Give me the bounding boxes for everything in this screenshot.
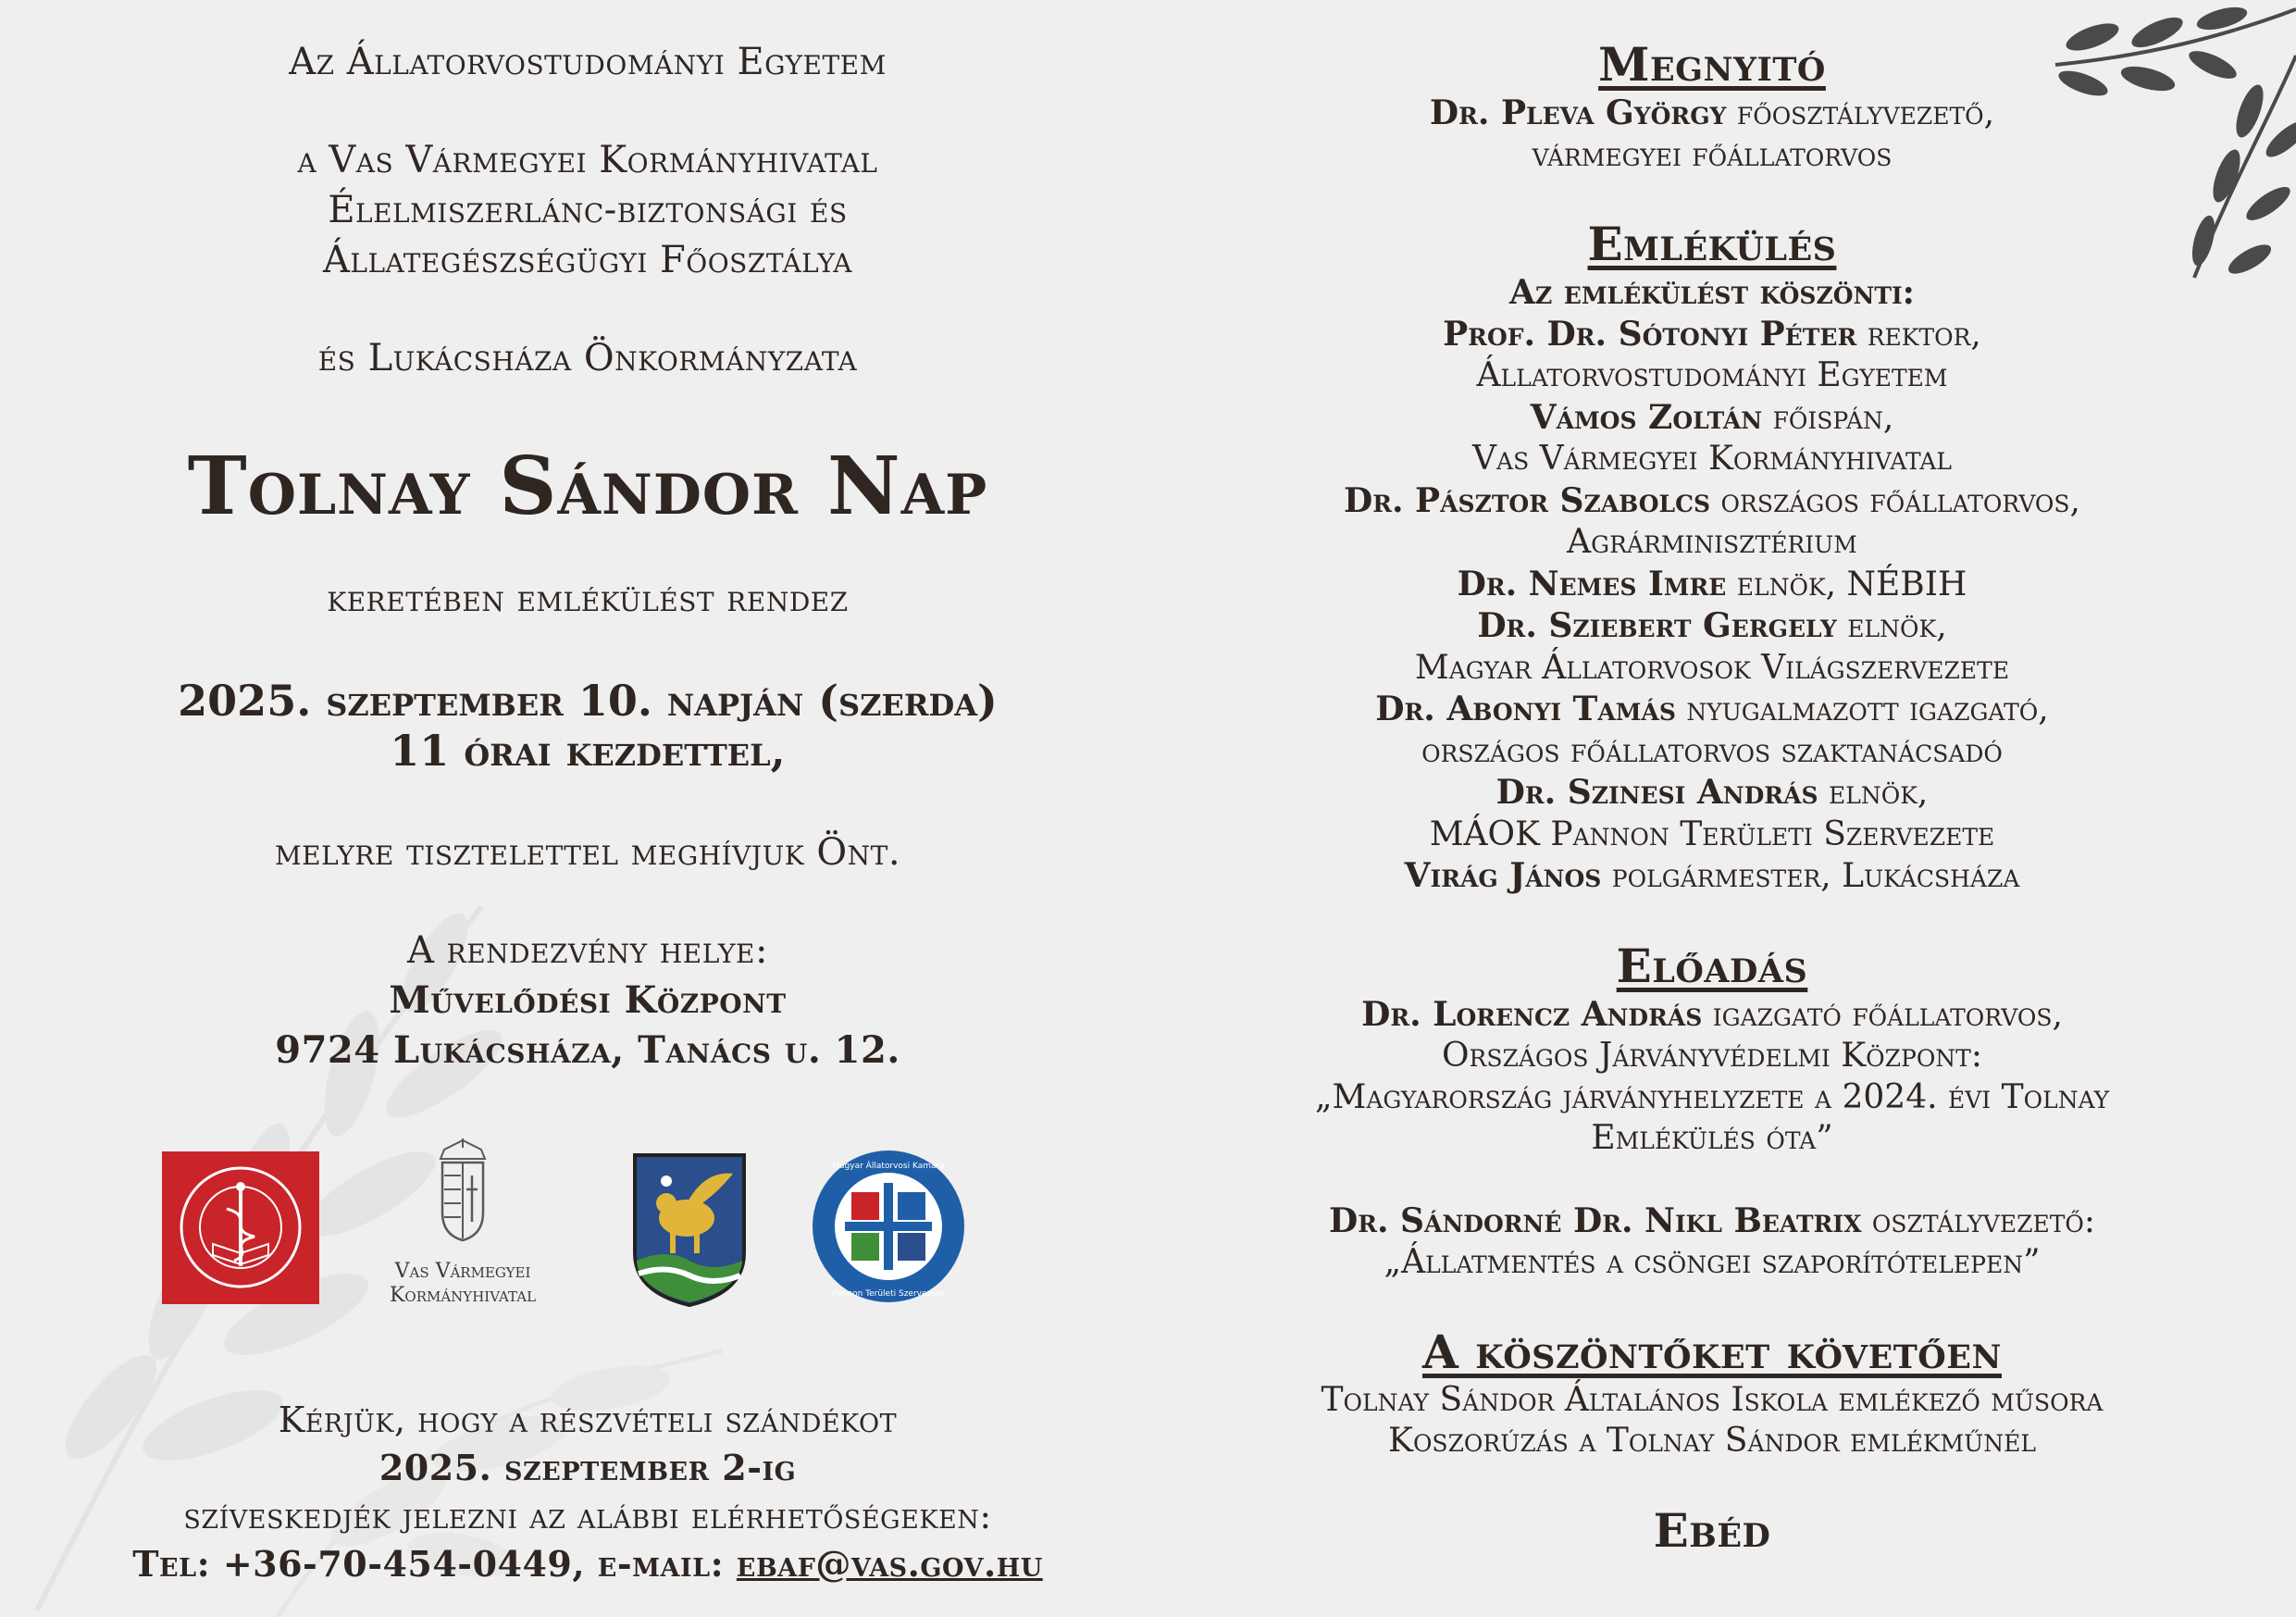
speaker-name: Dr. Pásztor Szabolcs xyxy=(1344,480,1711,520)
memorial-speaker xyxy=(1222,314,2203,356)
speaker-organization: Vas Vármegyei Kormányhivatal xyxy=(1472,440,1952,478)
event-subtitle: keretében emlékülést rendez xyxy=(327,578,849,620)
opening-speaker xyxy=(1222,93,2203,135)
invitation-sentence: melyre tisztelettel meghívjuk Önt. xyxy=(274,831,901,874)
speaker-role: rektor, xyxy=(1856,315,1981,354)
contact-email-link[interactable]: ebaf@vas.gov.hu xyxy=(736,1543,1043,1585)
speaker-role: főosztályvezető, xyxy=(1726,94,1995,132)
speaker-role: igazgató főállatorvos, xyxy=(1702,995,2063,1034)
kormanyhivatal-label-1: Vas Vármegyei xyxy=(394,1260,531,1283)
contact-line xyxy=(74,1540,1101,1588)
lukacshaza-coat-of-arms xyxy=(629,1151,750,1309)
lecture-title: „Állatmentés a csöngei szaporítótelepen” xyxy=(1384,1243,2041,1281)
university-logo xyxy=(162,1151,319,1304)
speaker-role: elnök, NÉBIH xyxy=(1726,565,1967,603)
speaker-name: Dr. Nemes Imre xyxy=(1457,564,1727,603)
chamber-logo xyxy=(810,1148,967,1305)
speaker-role: országos főállatorvos, xyxy=(1710,481,2080,520)
speaker-name: Virág János xyxy=(1404,856,1602,895)
memorial-speaker xyxy=(1222,480,2203,523)
organizer-office-line-1: a Vas Vármegyei Kormányhivatal xyxy=(297,139,878,181)
venue-name: Művelődési Központ xyxy=(389,978,787,1022)
event-time: 11 órai kezdettel, xyxy=(390,726,786,776)
rsvp-request: Kérjük, hogy a részvételi szándékot xyxy=(278,1399,898,1440)
lecture-speaker xyxy=(1222,994,2203,1037)
speaker-name: Dr. Sándorné Dr. Nikl Beatrix xyxy=(1329,1200,1862,1240)
opening-speaker-role: vármegyei főállatorvos xyxy=(1532,135,1893,174)
speaker-name: Dr. Szinesi András xyxy=(1496,773,1818,812)
rsvp-instruction: szíveskedjék jelezni az alábbi elérhetőségeken: xyxy=(183,1496,992,1536)
memorial-speaker xyxy=(1222,689,2203,731)
rsvp-section xyxy=(74,1396,1101,1588)
speaker-organization: országos főállatorvos szaktanácsadó xyxy=(1421,731,2003,770)
speaker-role: főispán, xyxy=(1762,398,1894,437)
organizer-university: Az Állatorvostudományi Egyetem xyxy=(289,41,887,83)
speaker-name: Dr. Abonyi Tamás xyxy=(1375,690,1676,728)
speaker-organization: Állatorvostudományi Egyetem xyxy=(1476,356,1948,394)
speaker-name: Prof. Dr. Sótonyi Péter xyxy=(1443,314,1857,354)
memorial-intro: Az emlékülést köszönti: xyxy=(1509,273,1915,312)
speaker-role: nyugalmazott igazgató, xyxy=(1675,690,2049,728)
organizer-office-line-3: Állategészségügyi Főosztálya xyxy=(322,239,853,281)
memorial-speaker xyxy=(1222,605,2203,648)
speaker-role: elnök, xyxy=(1836,607,1947,645)
memorial-speaker xyxy=(1222,855,2203,898)
speaker-role: elnök, xyxy=(1818,774,1929,812)
speaker-organization: Országos Járványvédelmi Központ: xyxy=(1441,1037,1982,1075)
lunch-heading: Ebéd xyxy=(1653,1502,1771,1558)
lecture-title-cont: Emlékülés óta” xyxy=(1591,1119,1833,1157)
program-item: Koszorúzás a Tolnay Sándor emlékműnél xyxy=(1388,1422,2036,1460)
venue-label: A rendezvény helye: xyxy=(407,929,768,972)
contact-phone: Tel: +36-70-454-0449, e-mail: xyxy=(132,1543,737,1585)
speaker-name: Dr. Lorencz András xyxy=(1361,994,1703,1034)
memorial-speaker xyxy=(1222,397,2203,440)
lecture-title: „Magyarország járványhelyzete a 2024. évi Tolnay xyxy=(1314,1077,2110,1116)
organizer-municipality: és Lukácsháza Önkormányzata xyxy=(317,337,858,379)
speaker-name: Vámos Zoltán xyxy=(1530,397,1763,437)
memorial-speaker xyxy=(1222,772,2203,815)
venue-address: 9724 Lukácsháza, Tanács u. 12. xyxy=(275,1028,900,1072)
chamber-ring-text-top: Magyar Állatorvosi Kamara xyxy=(832,1162,945,1171)
rsvp-deadline: 2025. szeptember 2-ig xyxy=(379,1447,797,1488)
chamber-ring-text-bottom: Pannon Területi Szervezete xyxy=(832,1289,945,1299)
kormanyhivatal-label-2: Kormányhivatal xyxy=(389,1284,537,1307)
speaker-name: Dr. Pleva György xyxy=(1429,93,1727,132)
section-heading-lecture: Előadás xyxy=(1616,938,1808,993)
speaker-organization: Magyar Állatorvosok Világszervezete xyxy=(1414,648,2010,687)
kormanyhivatal-logo xyxy=(370,1138,555,1314)
speaker-role: osztályvezető: xyxy=(1861,1201,2095,1240)
speaker-name: Dr. Sziebert Gergely xyxy=(1477,606,1837,645)
invitation-left-column xyxy=(74,37,1101,1588)
event-title: Tolnay Sándor Nap xyxy=(187,440,988,533)
speaker-organization: MÁOK Pannon Területi Szervezete xyxy=(1429,815,1995,853)
organizer-office-line-2: Élelmiszerlánc-biztonsági és xyxy=(328,189,848,231)
lecture-speaker xyxy=(1222,1200,2203,1243)
speaker-organization: Agrárminisztérium xyxy=(1567,523,1857,561)
logo-row xyxy=(74,1138,1101,1314)
program-item: Tolnay Sándor Általános Iskola emlékező műsora xyxy=(1321,1380,2104,1419)
program-right-column xyxy=(1222,37,2203,1559)
memorial-speaker xyxy=(1222,564,2203,606)
section-heading-opening: Megnyitó xyxy=(1598,37,1826,92)
section-heading-memorial: Emlékülés xyxy=(1587,217,1837,271)
event-date: 2025. szeptember 10. napján (szerda) xyxy=(178,676,998,726)
section-heading-after: A köszöntőket követően xyxy=(1422,1324,2002,1379)
speaker-role: polgármester, Lukácsháza xyxy=(1601,857,2020,895)
